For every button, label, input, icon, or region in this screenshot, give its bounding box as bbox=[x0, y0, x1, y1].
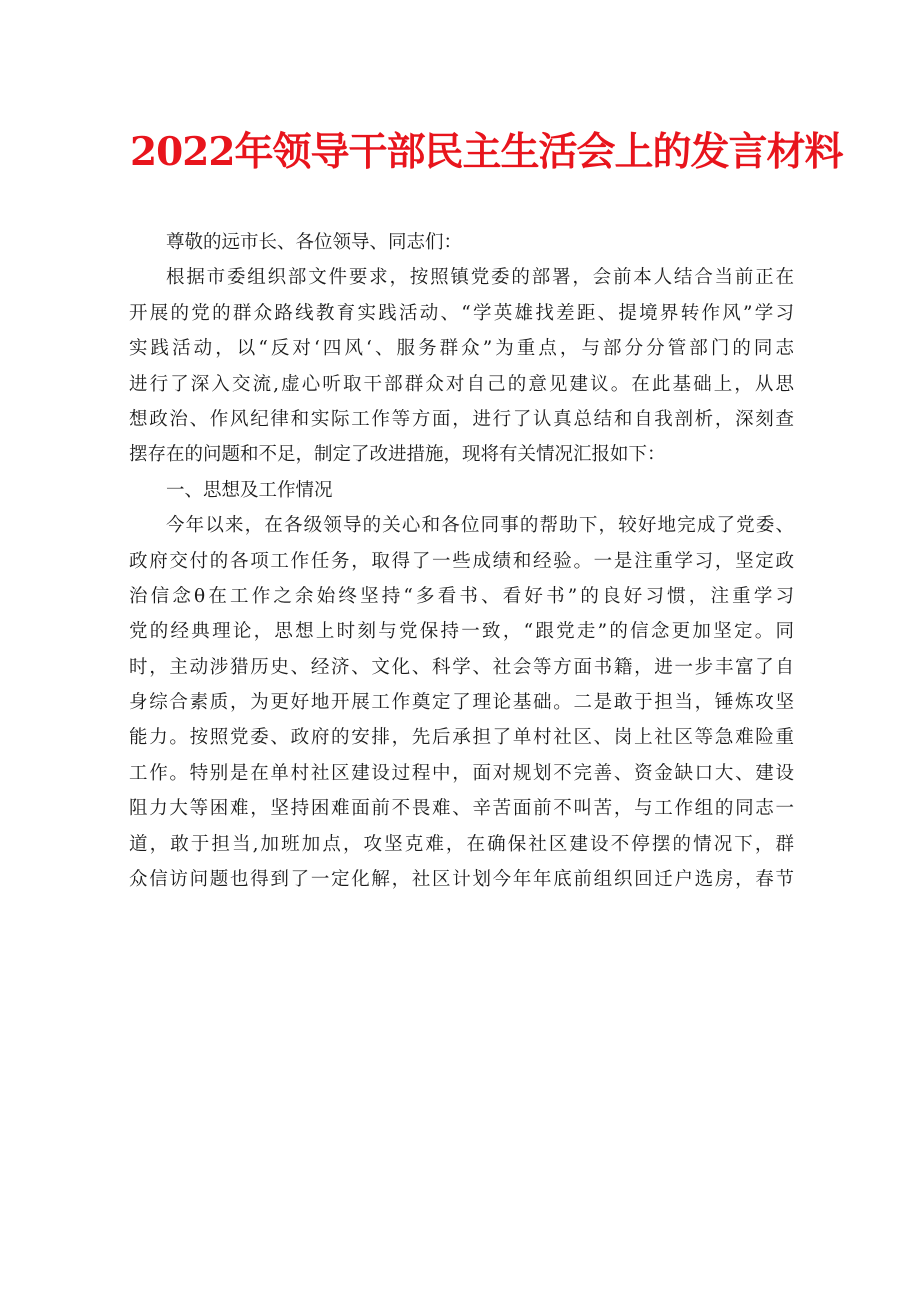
text-line: 时，主动涉猎历史、经济、文化、科学、社会等方面书籍，进一步丰富了自 bbox=[129, 656, 794, 678]
text-line: 开展的党的群众路线教育实践活动、“学英雄找差距、提境界转作风”学习 bbox=[129, 302, 794, 324]
text-line: 进行了深入交流,虚心听取干部群众对自己的意见建议。在此基础上，从思 bbox=[129, 373, 794, 395]
text-line: 根据市委组织部文件要求，按照镇党委的部署，会前本人结合当前正在 bbox=[166, 267, 794, 289]
text-line: 党的经典理论，思想上时刻与党保持一致，“跟党走”的信念更加坚定。同 bbox=[129, 621, 794, 643]
text-line: 阻力大等困难，坚持困难面前不畏难、辛苦面前不叫苦，与工作组的同志一 bbox=[129, 798, 794, 820]
text-line: 摆存在的问题和不足，制定了改进措施，现将有关情况汇报如下： bbox=[129, 444, 666, 466]
text-line: 工作。特别是在单村社区建设过程中，面对规划不完善、资金缺口大、建设 bbox=[129, 762, 794, 784]
text-line: 尊敬的远市长、各位领导、同志们： bbox=[166, 232, 463, 253]
text-line: 治信念θ在工作之余始终坚持“多看书、看好书”的良好习惯，注重学习 bbox=[129, 585, 794, 607]
text-line: 今年以来，在各级领导的关心和各位同事的帮助下，较好地完成了党委、 bbox=[166, 515, 794, 537]
text-line: 身综合素质，为更好地开展工作奠定了理论基础。二是敢于担当，锤炼攻坚 bbox=[129, 692, 794, 714]
text-line: 实践活动，以“反对‘四风‘、服务群众”为重点，与部分分管部门的同志 bbox=[129, 338, 794, 360]
text-line: 一、思想及工作情况 bbox=[166, 479, 333, 501]
text-line: 道，敢于担当,加班加点，攻坚克难，在确保社区建设不停摆的情况下，群 bbox=[129, 833, 794, 855]
document-body bbox=[129, 225, 794, 897]
text-line: 想政治、作风纪律和实际工作等方面，进行了认真总结和自我剖析，深刻查 bbox=[129, 408, 794, 430]
text-line: 政府交付的各项工作任务，取得了一些成绩和经验。一是注重学习，坚定政 bbox=[129, 550, 794, 572]
document-title: 2022年领导干部民主生活会上的发言材料 bbox=[130, 129, 843, 175]
text-line: 众信访问题也得到了一定化解，社区计划今年年底前组织回迁户选房，春节 bbox=[129, 869, 794, 891]
text-line: 能力。按照党委、政府的安排，先后承担了单村社区、岗上社区等急难险重 bbox=[129, 727, 794, 749]
